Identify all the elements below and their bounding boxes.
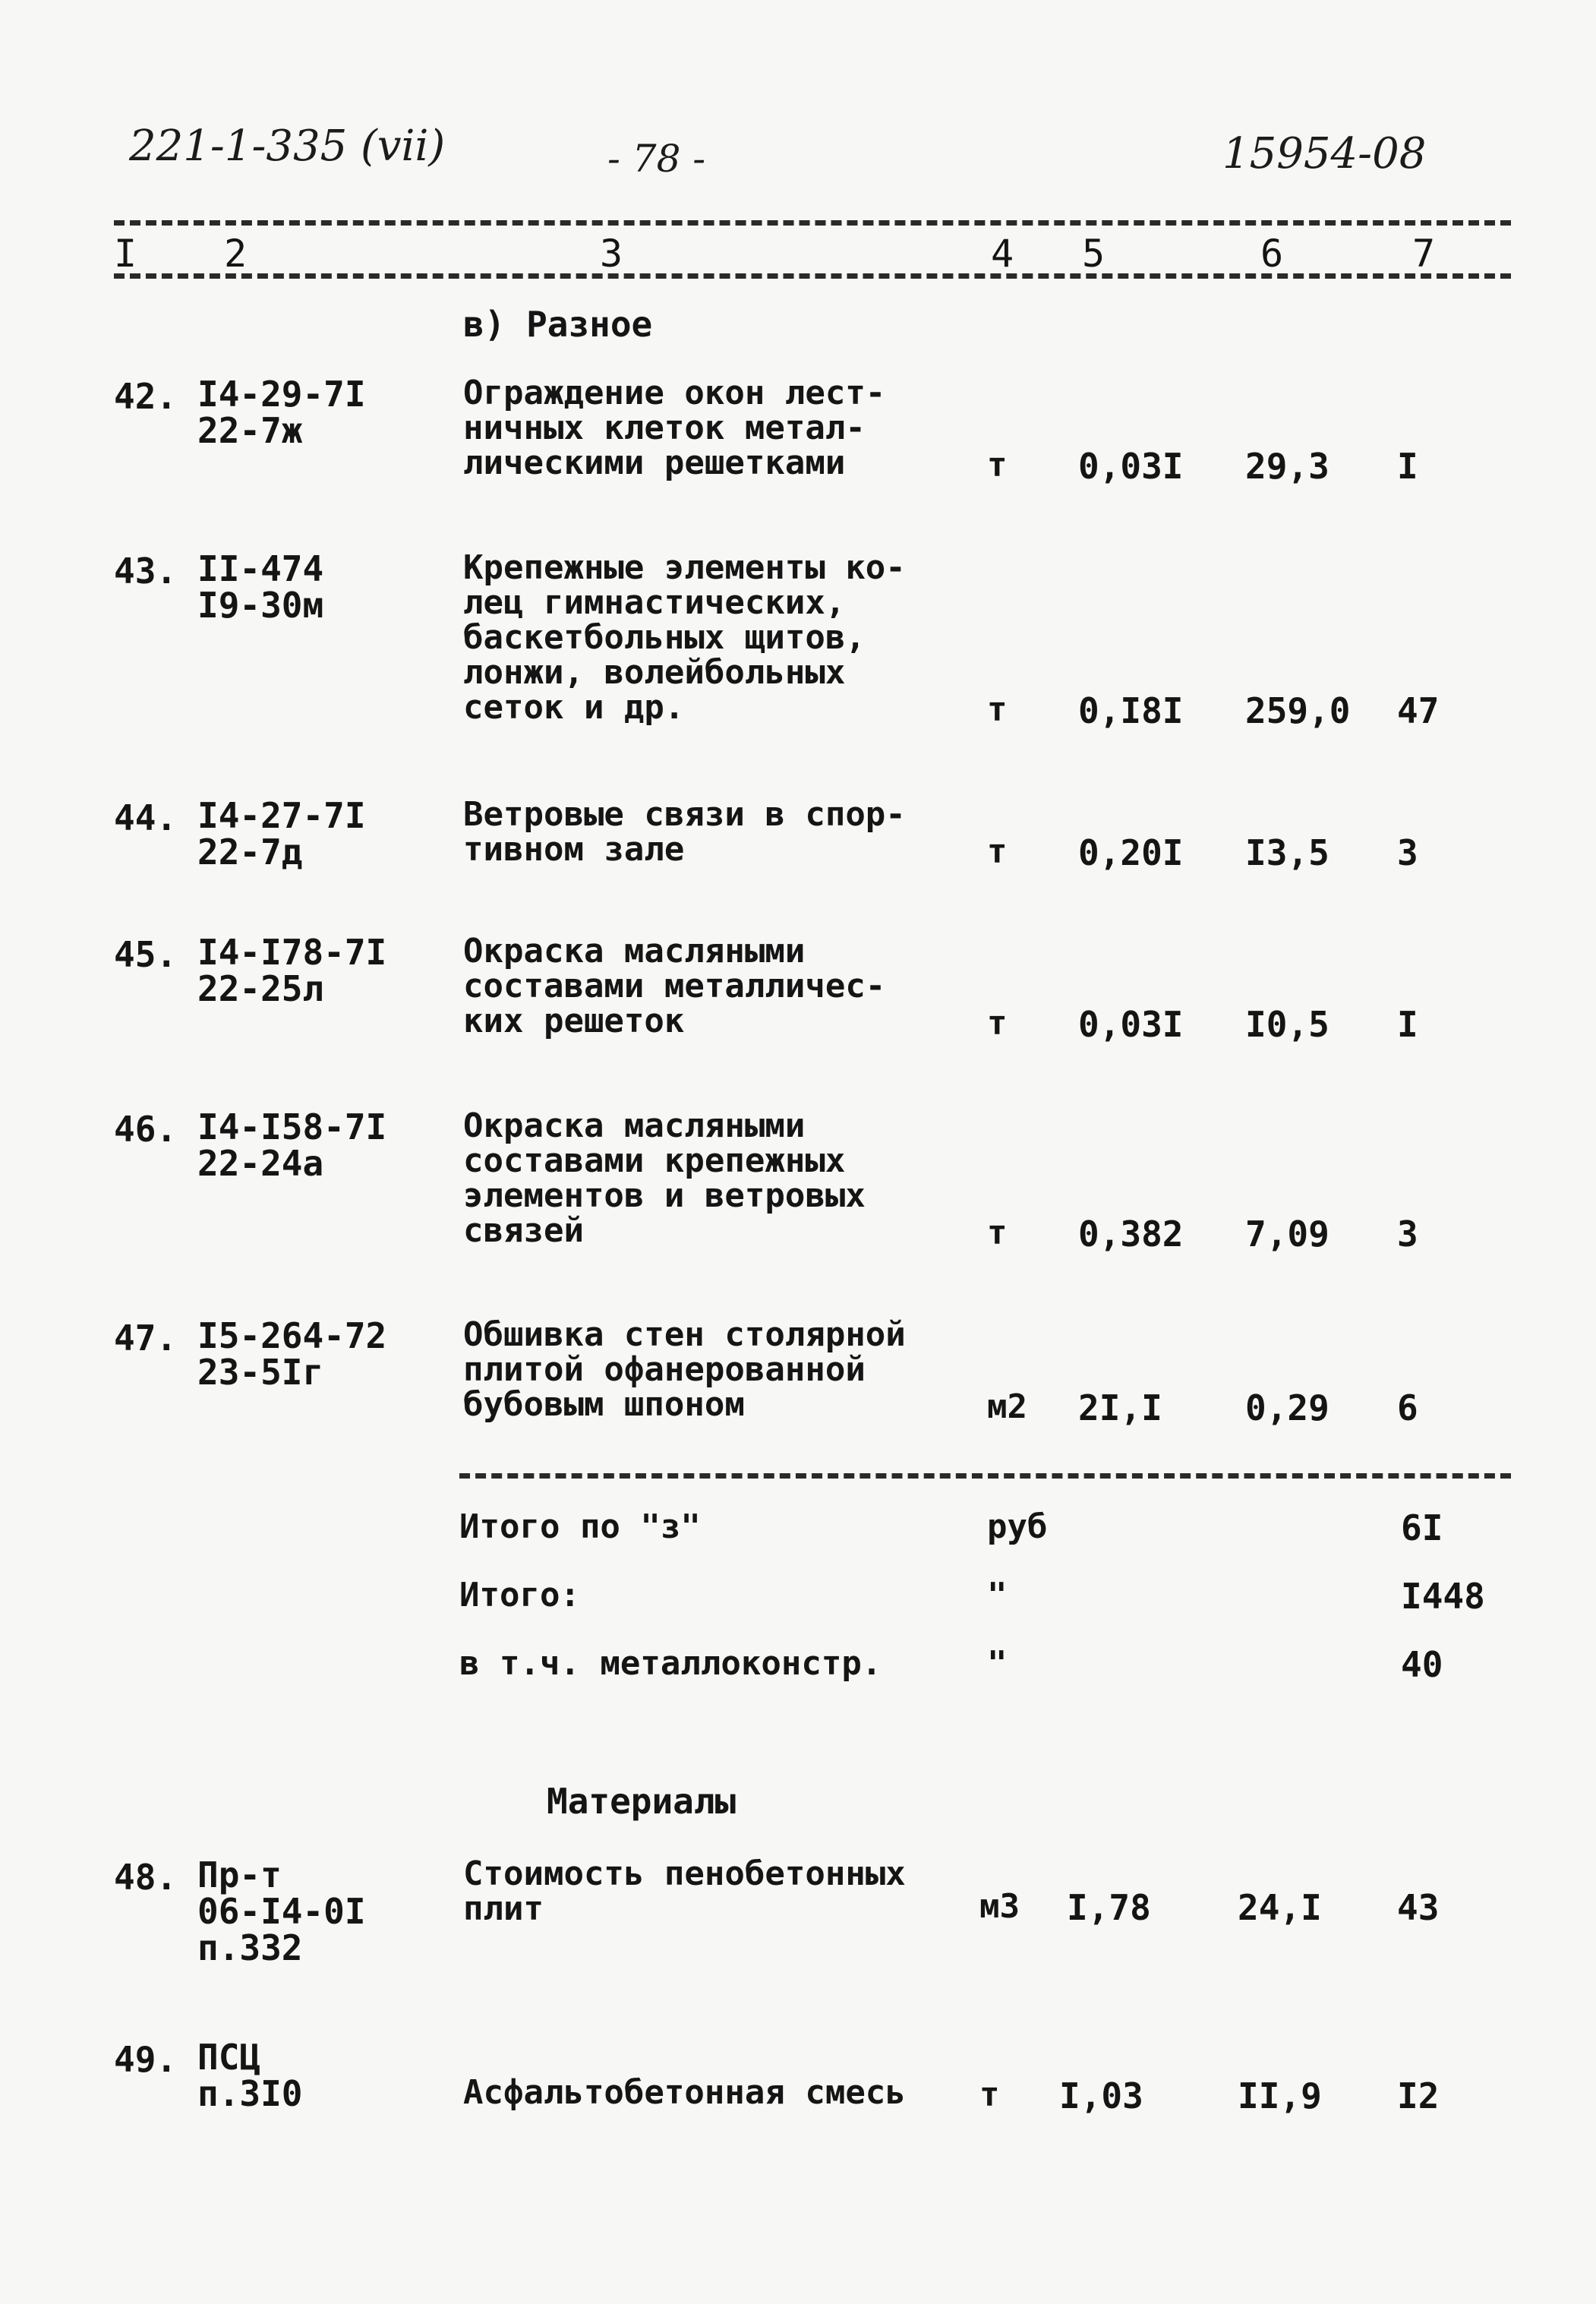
subtotal-unit: руб (987, 1507, 1048, 1546)
unit-price: 0,29 (1245, 1387, 1329, 1428)
column-header-underline (114, 273, 1511, 279)
norm-code: ПСЦ п.3I0 (197, 2037, 303, 2114)
quantity: 0,20I (1078, 832, 1184, 873)
quantity: 0,382 (1078, 1214, 1184, 1255)
document-code: 221-1-335 (vii) (129, 122, 446, 171)
page-number: - 78 - (607, 137, 706, 181)
unit-price: 24,I (1238, 1887, 1322, 1928)
work-description: Крепежные элементы ко- лец гимнастических, баскетбольных щитов, лонжи, волейбольных сеток и др. (463, 548, 906, 727)
unit: м3 (979, 1887, 1020, 1926)
norm-code: I5-264-72 23-5Iг (197, 1315, 387, 1393)
subtotal-row (0, 1507, 1596, 1553)
column-number-4: 4 (991, 232, 1014, 276)
archive-number: 15954-08 (1222, 129, 1427, 178)
top-divider (114, 220, 1511, 226)
norm-code: I4-27-7I 22-7д (197, 795, 366, 873)
column-number-7: 7 (1412, 232, 1436, 276)
unit-price: I0,5 (1245, 1004, 1329, 1045)
material-description: Стоимость пенобетонных плит (463, 1854, 906, 1928)
totals-divider (459, 1473, 1511, 1479)
total-cost: I (1397, 1004, 1418, 1045)
row-number: 44. (114, 797, 178, 838)
column-number-1: I (114, 232, 137, 276)
metal-structures-value: 40 (1401, 1644, 1443, 1685)
work-description: Ограждение окон лест- ничных клеток метал- лическими решетками (463, 374, 886, 482)
quantity: 0,03I (1078, 446, 1184, 487)
quantity: 2I,I (1078, 1387, 1162, 1428)
total-label: Итого: (459, 1576, 580, 1614)
norm-code: I4-I78-7I 22-25л (197, 932, 387, 1009)
unit: т (987, 1214, 1008, 1252)
total-row (0, 1576, 1596, 1621)
materials-title: Материалы (547, 1781, 736, 1822)
quantity: 0,03I (1078, 1004, 1184, 1045)
unit: т (987, 446, 1008, 484)
total-value: I448 (1401, 1576, 1485, 1617)
metal-structures-unit: " (987, 1644, 1008, 1683)
unit: т (987, 690, 1008, 729)
total-cost: I (1397, 446, 1418, 487)
column-number-5: 5 (1082, 232, 1106, 276)
total-unit: " (987, 1576, 1008, 1614)
norm-code: I4-I58-7I 22-24а (197, 1106, 387, 1184)
subtotal-label: Итого по "з" (459, 1507, 701, 1546)
total-cost: 3 (1397, 1214, 1418, 1255)
row-number: 46. (114, 1109, 178, 1150)
total-cost: 3 (1397, 832, 1418, 873)
row-number: 49. (114, 2039, 178, 2080)
unit-price: 259,0 (1245, 690, 1351, 731)
norm-code: I4-29-7I 22-7ж (197, 374, 366, 451)
column-number-3: 3 (600, 232, 623, 276)
work-description: Окраска масляными составами крепежных элементов и ветровых связей (463, 1106, 866, 1250)
norm-code: Пр-т 06-I4-0I п.332 (197, 1854, 366, 1968)
work-description: Ветровые связи в спор- тивном зале (463, 795, 906, 869)
material-description: Асфальтобетонная смесь (463, 2073, 906, 2112)
row-number: 45. (114, 934, 178, 975)
quantity: I,03 (1059, 2075, 1143, 2116)
norm-code: II-474 I9-30м (197, 548, 324, 626)
column-number-6: 6 (1260, 232, 1284, 276)
section-title: в) Разное (463, 304, 653, 345)
unit-price: II,9 (1238, 2075, 1322, 2116)
metal-structures-row (0, 1644, 1596, 1690)
unit-price: I3,5 (1245, 832, 1329, 873)
unit: м2 (987, 1387, 1027, 1426)
metal-structures-label: в т.ч. металлоконстр. (459, 1644, 882, 1683)
quantity: I,78 (1067, 1887, 1151, 1928)
unit: т (987, 1004, 1008, 1043)
unit: т (987, 832, 1008, 871)
quantity: 0,I8I (1078, 690, 1184, 731)
row-number: 48. (114, 1857, 178, 1898)
row-number: 47. (114, 1318, 178, 1359)
total-cost: I2 (1397, 2075, 1440, 2116)
work-description: Окраска масляными составами металличес- ких решеток (463, 932, 886, 1040)
total-cost: 47 (1397, 690, 1440, 731)
unit-price: 29,3 (1245, 446, 1329, 487)
row-number: 42. (114, 376, 178, 417)
work-description: Обшивка стен столярной плитой офанерованной бубовым шпоном (463, 1315, 906, 1424)
subtotal-value: 6I (1401, 1507, 1443, 1548)
row-number: 43. (114, 551, 178, 592)
unit: т (979, 2075, 1000, 2114)
unit-price: 7,09 (1245, 1214, 1329, 1255)
total-cost: 43 (1397, 1887, 1440, 1928)
total-cost: 6 (1397, 1387, 1418, 1428)
column-number-2: 2 (224, 232, 248, 276)
